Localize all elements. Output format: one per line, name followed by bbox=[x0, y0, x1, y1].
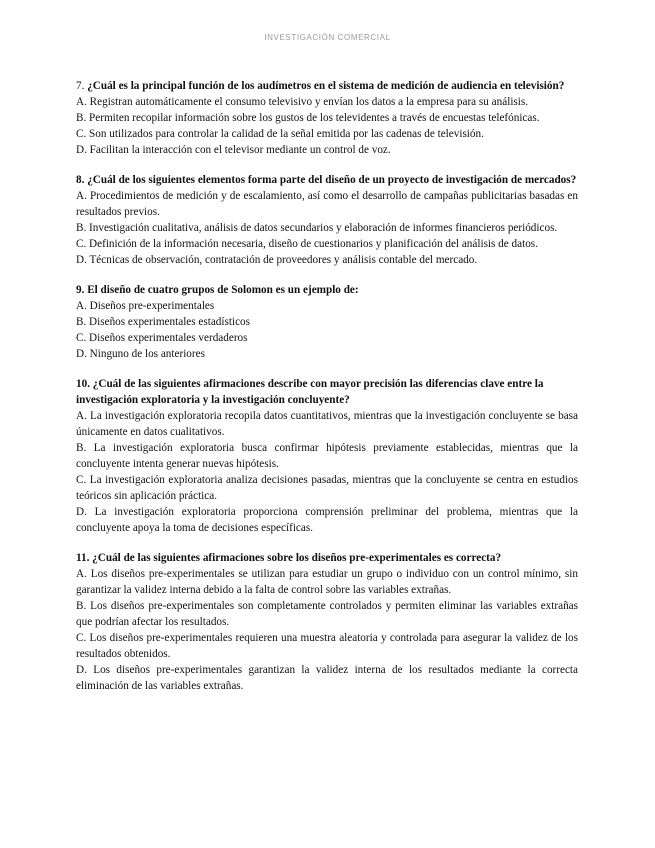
answer-option: B. Investigación cualitativa, análisis de datos secundarios y elaboración de informes financieros periódicos. bbox=[76, 222, 558, 234]
answer-option: A. Procedimientos de medición y de escalamiento, así como el desarrollo de campañas publicitarias basadas en resultados previos. bbox=[76, 190, 578, 218]
question-text: ¿Cuál de los siguientes elementos forma parte del diseño de un proyecto de investigación de mercados? bbox=[87, 174, 577, 186]
question-title bbox=[76, 78, 578, 94]
answer-option: D. Ninguno de los anteriores bbox=[76, 348, 205, 360]
answer-option: C. Diseños experimentales verdaderos bbox=[76, 332, 248, 344]
answer-option: C. La investigación exploratoria analiza decisiones pasadas, mientras que la concluyente se centra en estudios teóricos sin aplicación práctica. bbox=[76, 474, 578, 502]
answer-option: D. La investigación exploratoria proporciona comprensión preliminar del problema, mientras que la concluyente apoya la toma de decisiones específicas. bbox=[76, 506, 578, 534]
question-text: ¿Cuál es la principal función de los audímetros en el sistema de medición de audiencia en televisión? bbox=[87, 80, 565, 92]
answer-option: B. Los diseños pre-experimentales son completamente controlados y permiten eliminar las variables extrañas que podrían afectar los resultados. bbox=[76, 600, 578, 628]
answer-option: B. Permiten recopilar información sobre los gustos de los televidentes a través de encuestas telefónicas. bbox=[76, 112, 540, 124]
answer-option: D. Técnicas de observación, contratación de proveedores y análisis contable del mercado. bbox=[76, 254, 478, 266]
question-number: 10. bbox=[76, 378, 90, 390]
answer-option: C. Definición de la información necesaria, diseño de cuestionarios y planificación del análisis de datos. bbox=[76, 238, 538, 250]
running-header: INVESTIGACIÓN COMERCIAL bbox=[264, 33, 391, 42]
answer-option: A. Registran automáticamente el consumo televisivo y envían los datos a la empresa para su análisis. bbox=[76, 96, 529, 108]
answer-option: A. La investigación exploratoria recopila datos cuantitativos, mientras que la investigación concluyente se basa únicamente en datos cualitativos. bbox=[76, 410, 578, 438]
question-text: El diseño de cuatro grupos de Solomon es un ejemplo de: bbox=[87, 284, 359, 296]
question-block bbox=[76, 282, 578, 362]
answer-option: C. Los diseños pre-experimentales requieren una muestra aleatoria y controlada para asegurar la validez de los resultados obtenidos. bbox=[76, 632, 578, 660]
question-title bbox=[76, 376, 578, 408]
question-list bbox=[76, 78, 578, 708]
answer-option: B. Diseños experimentales estadísticos bbox=[76, 316, 250, 328]
question-number: 8. bbox=[76, 174, 85, 186]
answer-option: A. Los diseños pre-experimentales se utilizan para estudiar un grupo o individuo con un control mínimo, sin garantizar la validez interna debido a la falta de control sobre las variables extrañas. bbox=[76, 568, 578, 596]
answer-option: A. Diseños pre-experimentales bbox=[76, 300, 215, 312]
question-number: 9. bbox=[76, 284, 85, 296]
answer-option: C. Son utilizados para controlar la calidad de la señal emitida por las cadenas de televisión. bbox=[76, 128, 484, 140]
question-title bbox=[76, 172, 578, 188]
answer-option: D. Facilitan la interacción con el televisor mediante un control de voz. bbox=[76, 144, 391, 156]
answer-option: B. La investigación exploratoria busca confirmar hipótesis previamente establecidas, mientras que la concluyente intenta generar nuevas hipótesis. bbox=[76, 442, 578, 470]
question-text: ¿Cuál de las siguientes afirmaciones describe con mayor precisión las diferencias clave entre la investigación exploratoria y la investigación concluyente? bbox=[76, 378, 544, 406]
question-title bbox=[76, 282, 578, 298]
question-number: 11. bbox=[76, 552, 90, 564]
question-text: ¿Cuál de las siguientes afirmaciones sobre los diseños pre-experimentales es correcta? bbox=[92, 552, 502, 564]
answer-option: D. Los diseños pre-experimentales garantizan la validez interna de los resultados mediante la correcta eliminación de las variables extrañas. bbox=[76, 664, 578, 692]
question-block bbox=[76, 376, 578, 536]
question-title bbox=[76, 550, 578, 566]
question-number: 7. bbox=[76, 80, 85, 92]
question-block bbox=[76, 172, 578, 268]
question-block bbox=[76, 78, 578, 158]
question-block bbox=[76, 550, 578, 694]
